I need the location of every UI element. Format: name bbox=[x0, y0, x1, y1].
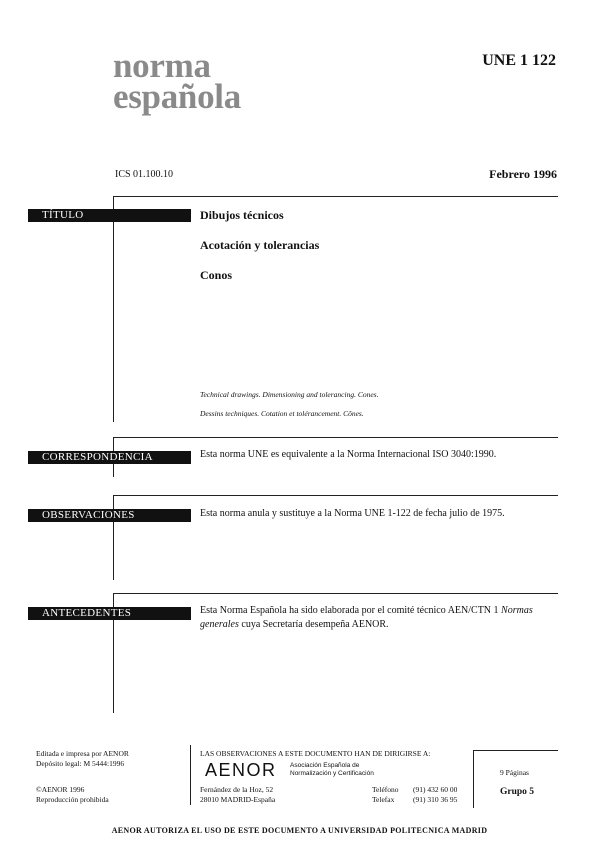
aenor-sub-line-1: Asociación Española de bbox=[290, 762, 360, 769]
footer-divider-left bbox=[190, 745, 191, 805]
price-group: Grupo 5 bbox=[500, 787, 535, 797]
legal-deposit: Depósito legal: M 5444:1996 bbox=[36, 759, 125, 768]
pages-box-left-rule bbox=[473, 750, 474, 808]
page-count: 9 Páginas bbox=[500, 768, 529, 777]
aenor-logo-subtitle bbox=[290, 762, 374, 778]
title-line-1: Dibujos técnicos bbox=[200, 208, 284, 222]
ics-code: ICS 01.100.10 bbox=[115, 169, 174, 180]
correspondencia-top-rule bbox=[113, 437, 558, 438]
titulo-top-rule bbox=[113, 196, 558, 197]
titulo-left-rule bbox=[113, 196, 114, 422]
reproduction-notice: Reproducción prohibida bbox=[36, 795, 109, 804]
section-label-observaciones: OBSERVACIONES bbox=[28, 509, 191, 522]
title-line-3: Conos bbox=[200, 268, 233, 282]
contact-labels bbox=[372, 785, 399, 805]
section-label-correspondencia: CORRESPONDENCIA bbox=[28, 451, 191, 464]
brand-line-1: norma bbox=[113, 46, 211, 85]
title-french: Dessins techniques. Cotation et tolérancement. Cônes. bbox=[200, 409, 364, 418]
title-line-2: Acotación y tolerancias bbox=[200, 238, 320, 252]
footer-publisher bbox=[36, 749, 129, 769]
pages-box-top-rule bbox=[473, 750, 558, 751]
section-label-titulo: TÍTULO bbox=[28, 209, 191, 222]
observaciones-text: Esta norma anula y sustituye a la Norma UNE 1-122 de fecha julio de 1975. bbox=[200, 508, 505, 519]
edited-by: Editada e impresa por AENOR bbox=[36, 749, 129, 758]
aenor-address bbox=[200, 785, 275, 805]
address-line-2: 28010 MADRID-España bbox=[200, 795, 276, 804]
aenor-sub-line-2: Normalización y Certificación bbox=[290, 770, 374, 777]
antecedentes-committee-name: Normas generales bbox=[200, 605, 533, 630]
antecedentes-text-end: cuya Secretaría desempeña AENOR. bbox=[238, 619, 389, 630]
phone-label: Teléfono bbox=[372, 785, 399, 794]
phone-number: (91) 432 60 00 bbox=[413, 785, 458, 794]
footer-copyright bbox=[36, 785, 109, 805]
copyright-notice: ©AENOR 1996 bbox=[36, 785, 85, 794]
observations-heading: LAS OBSERVACIONES A ESTE DOCUMENTO HAN DE DIRIGIRSE A: bbox=[200, 749, 431, 758]
contact-numbers bbox=[413, 785, 457, 805]
section-label-antecedentes: ANTECEDENTES bbox=[28, 607, 191, 620]
brand-title bbox=[113, 46, 241, 116]
antecedentes-top-rule bbox=[113, 593, 558, 594]
brand-line-2: española bbox=[113, 77, 241, 116]
antecedentes-text bbox=[200, 604, 555, 632]
standard-code: UNE 1 122 bbox=[482, 52, 556, 69]
authorization-notice: AENOR AUTORIZA EL USO DE ESTE DOCUMENTO A UNIVERSIDAD POLITECNICA MADRID bbox=[111, 826, 488, 835]
correspondencia-text: Esta norma UNE es equivalente a la Norma Internacional ISO 3040:1990. bbox=[200, 449, 497, 460]
observaciones-left-rule bbox=[113, 495, 114, 580]
observaciones-top-rule bbox=[113, 495, 558, 496]
antecedentes-text-start: Esta Norma Española ha sido elaborada por el comité técnico AEN/CTN 1 bbox=[200, 605, 502, 616]
address-line-1: Fernández de la Hoz, 52 bbox=[200, 785, 274, 794]
publication-date: Febrero 1996 bbox=[489, 167, 557, 181]
aenor-logo: AENOR bbox=[205, 760, 277, 780]
fax-label: Telefax bbox=[372, 795, 395, 804]
fax-number: (91) 310 36 95 bbox=[413, 795, 458, 804]
title-english: Technical drawings. Dimensioning and tolerancing. Cones. bbox=[200, 390, 379, 399]
